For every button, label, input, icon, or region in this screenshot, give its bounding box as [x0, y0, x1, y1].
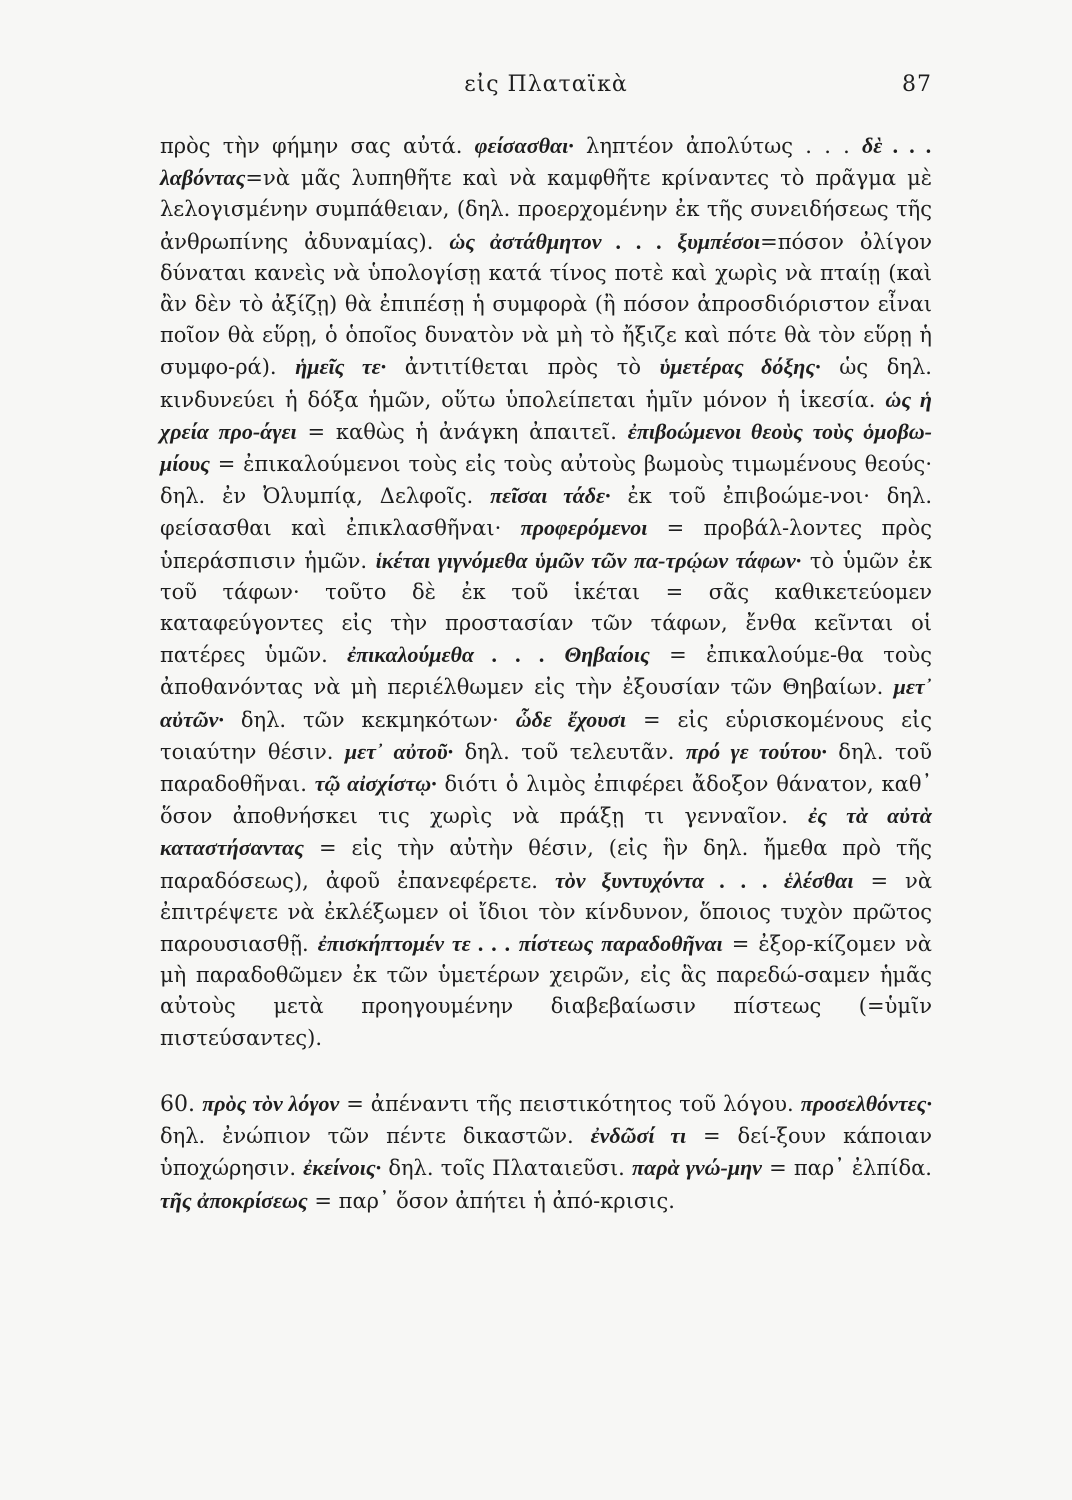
lemma-term: τὸν ξυντυχόντα . . . ἑλέσθαι — [554, 867, 854, 893]
lemma-term: ἐς τὰ αὐτὰ καταστήσαντας — [160, 803, 932, 861]
running-title: εἰς Πλαταϊκὰ — [464, 72, 628, 97]
gloss-text — [545, 643, 564, 667]
gloss-text: = ἐπικαλούμενοι τοὺς εἰς τοὺς αὐτοὺς βωμοὺς τιμωμένους θεούς· δηλ. ἐν Ὀλυμπίᾳ, Δελφοῖς. — [160, 452, 932, 509]
lemma-term: Θηβαίοις — [564, 642, 650, 668]
lemma-term: προσελθόντες· — [800, 1090, 932, 1116]
gloss-text: δηλ. τοῦ τελευτᾶν. — [453, 739, 686, 764]
lemma-term: προφερόμενοι — [520, 515, 648, 541]
commentary-paragraph-59 — [160, 130, 932, 1054]
gloss-text: = εἰς τὴν αὐτὴν θέσιν, (εἰς ἣν δηλ. ἤμεθα πρὸ τῆς παραδόσεως), ἀφοῦ ἐπανεφέρετε. — [160, 836, 932, 893]
gloss-text: πρὸς τὴν φήμην σας αὐτά. — [160, 134, 475, 158]
gloss-text: = δεί-ξουν κάποιαν ὑποχώρησιν. — [160, 1124, 932, 1181]
lemma-term: μετ᾽ αὐτοῦ· — [344, 738, 454, 764]
lemma-term: ὧδε ἔχουσι — [515, 706, 627, 732]
lemma-term: ἡμεῖς τε· — [295, 354, 387, 380]
gloss-text: = ἀπέναντι τῆς πειστικότητος τοῦ λόγου. — [339, 1091, 801, 1116]
running-header — [160, 72, 932, 106]
lemma-term: φείσασθαι· — [474, 133, 574, 158]
lemma-term: πρό γε τούτου· — [685, 738, 827, 764]
gloss-text: = ἐξορ-κίζομεν νὰ μὴ παραδοθῶμεν ἐκ τῶν ὑμετέρων χειρῶν, εἰς ἃς παρεδώ-σαμεν ἡμᾶς αὐτοὺς μετὰ προηγουμένην διαβεβαίωσιν πίστεως (=ὑμῖν πιστεύσαντες). — [160, 932, 932, 1050]
gloss-text: = προβάλ-λοντες πρὸς ὑπεράσπισιν ἡμῶν. — [160, 516, 932, 573]
gloss-text: = εἰς εὑρισκομένους εἰς τοιαύτην θέσιν. — [160, 707, 932, 764]
gloss-text: δηλ. τοῖς Πλαταιεῦσι. — [381, 1156, 633, 1181]
gloss-text: ὡς δηλ. κινδυνεύει ἡ δόξα ἡμῶν, οὕτω ὑπολείπεται ἡμῖν μόνον ἡ ἱκεσία. — [160, 355, 932, 412]
gloss-text: δηλ. ἐνώπιον τῶν πέντε δικαστῶν. — [160, 1124, 591, 1149]
gloss-text: τὸ ὑμῶν ἐκ τοῦ τάφων· τοῦτο δὲ ἐκ τοῦ ἱκέται = σᾶς καθικετεύομεν καταφεύγοντες εἰς τὴν προστασίαν τῶν τάφων, ἔνθα κεῖνται οἱ πατέρες ὑμῶν. — [160, 548, 932, 668]
gloss-text: =νὰ μᾶς λυπηθῆτε καὶ νὰ καμφθῆτε κρίναντες τὸ πρᾶγμα μὲ λελογισμένην συμπάθειαν, (δηλ. προερχομένην ἐκ τῆς συνειδήσεως τῆς ἀνθρωπίνης ἀδυναμίας). — [160, 166, 932, 254]
lemma-term: ἱκέται γιγνόμεθα ὑμῶν τῶν πα-τρῴων τάφων· — [375, 547, 802, 573]
page-number: 87 — [902, 72, 932, 97]
gloss-text: διότι ὁ λιμὸς ἐπιφέρει ἄδοξον θάνατον, καθ᾽ ὅσον ἀποθνήσκει τις χωρὶς νὰ πράξῃ τι γενναῖον. — [160, 772, 932, 829]
gloss-text: δηλ. τῶν κεκμηκότων· — [223, 707, 516, 732]
lemma-term: ἐκείνοις· — [303, 1155, 382, 1181]
lemma-term: δὲ . . . λαβόντας — [160, 133, 933, 191]
lemma-term: ἐπικαλούμεθα . . . — [347, 642, 546, 668]
commentary-body — [160, 130, 932, 1217]
gloss-text: = καθὼς ἡ ἀνάγκη ἀπαιτεῖ. — [296, 419, 628, 444]
gloss-text: δηλ. τοῦ παραδοθῆναι. — [160, 739, 932, 797]
lemma-term: ὑμετέρας δόξης· — [659, 354, 821, 380]
commentary-paragraph-60 — [160, 1088, 932, 1217]
lemma-term: ἐπιβοώμενοι θεοὺς τοὺς ὁμοβω-μίους — [160, 418, 932, 477]
lemma-term: ἐνδῶσί τι — [590, 1123, 687, 1149]
lemma-term: ἐπισκήπτομέν τε . . . πίστεως παραδοθῆναι — [317, 931, 723, 957]
gloss-text: = παρ᾽ ἐλπίδα. — [761, 1156, 932, 1181]
gloss-text: = παρ᾽ ὅσον ἀπήτει ἡ ἀπό-κρισις. — [307, 1188, 675, 1213]
section-number: 60. — [160, 1091, 203, 1117]
lemma-term: ὡς ἀστάθμητον . . . ξυμπέσοι — [449, 228, 761, 254]
lemma-term: πεῖσαι τάδε· — [490, 483, 611, 509]
gloss-text: = ἐπικαλούμε-θα τοὺς ἀποθανόντας νὰ μὴ περιέλθωμεν εἰς τὴν ἐξουσίαν τῶν Θηβαίων. — [160, 643, 932, 700]
lemma-term: ὡς ἡ χρεία προ-άγει — [160, 386, 932, 444]
gloss-text: =πόσον ὀλίγον δύναται κανεὶς νὰ ὑπολογίσῃ κατά τίνος ποτὲ καὶ χωρὶς νὰ πταίῃ (καὶ ἂν δὲν τὸ ἀξίζῃ) θὰ ἐπιπέσῃ ἡ συμφορὰ (ἢ πόσον ἀπροσδιόριστον εἶναι ποῖον θὰ εὕρῃ, ὁ ὁποῖος δυνατὸν νὰ μὴ τὸ ἤξιζε καὶ πότε θὰ τὸν εὕρῃ ἡ συμφο-ρά). — [160, 229, 932, 380]
gloss-text: ἐκ τοῦ ἐπιβοώμε-νοι· δηλ. φείσασθαι καὶ ἐπικλασθῆναι· — [160, 484, 932, 541]
lemma-term: μετ᾽ αὐτῶν· — [160, 674, 932, 732]
lemma-term: τῷ αἰσχίστῳ· — [314, 771, 437, 797]
lemma-term: πρὸς τὸν λόγον — [202, 1090, 340, 1116]
gloss-text: = νὰ ἐπιτρέψετε νὰ ἐκλέξωμεν οἱ ἴδιοι τὸν κίνδυνον, ὅποιος τυχὸν πρῶτος παρουσιασθῇ. — [160, 868, 932, 957]
lemma-term: τῆς ἀποκρίσεως — [160, 1187, 308, 1213]
gloss-text: ἀντιτίθεται πρὸς τὸ — [386, 355, 660, 380]
gloss-text: ληπτέον ἀπολύτως . . . — [573, 134, 863, 158]
lemma-term: παρὰ γνώ-μην — [632, 1155, 762, 1181]
